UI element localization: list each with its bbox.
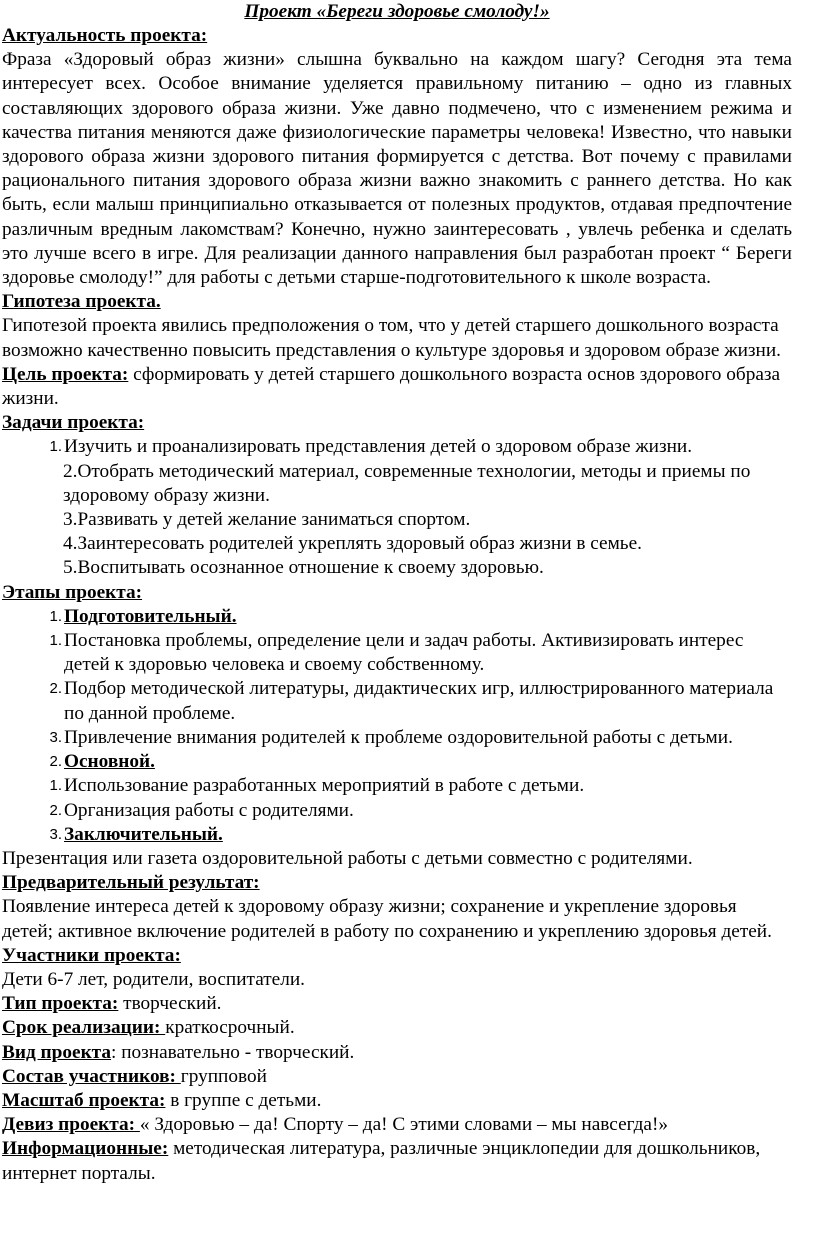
list-item xyxy=(2,435,792,459)
fact-line xyxy=(2,992,792,1016)
list-item xyxy=(2,556,792,580)
list-number: 1. xyxy=(49,438,62,456)
fact-line xyxy=(2,1041,792,1065)
list-item xyxy=(2,532,792,556)
list-number: 1. xyxy=(49,777,62,795)
fact-value: краткосрочный. xyxy=(165,1017,295,1039)
list-number: 2. xyxy=(49,801,62,819)
result-text: Появление интереса детей к здоровому образу жизни; сохранение и укрепление здоровья детей; активное включение родителей в работу по сохранению и укреплению здоровья детей. xyxy=(2,896,772,942)
list-item-text: 3.Развивать у детей желание заниматься спортом. xyxy=(63,509,471,531)
goal-text: сформировать у детей старшего дошкольного возраста основ здорового образа жизни. xyxy=(2,363,781,410)
list-number: 2. xyxy=(49,680,62,698)
fact-value: методическая литература, различные энциклопедии для дошкольников, интернет порталы. xyxy=(2,1138,761,1184)
fact-label: Масштаб проекта: xyxy=(2,1089,166,1111)
list-number: 3. xyxy=(49,728,62,746)
stages-list xyxy=(2,605,792,847)
goal-paragraph xyxy=(2,363,792,411)
list-item xyxy=(2,823,792,847)
fact-value: групповой xyxy=(180,1065,267,1087)
list-item-text: 4.Заинтересовать родителей укреплять здоровый образ жизни в семье. xyxy=(63,533,642,555)
participants-heading: Участники проекта: xyxy=(2,944,181,966)
fact-value: творческий. xyxy=(118,993,222,1015)
result-heading: Предварительный результат: xyxy=(2,872,260,894)
list-item-text: 2.Отобрать методический материал, современные технологии, методы и приемы по здоровому образу жизни. xyxy=(63,460,751,506)
list-item xyxy=(2,508,792,532)
list-item xyxy=(2,677,792,725)
list-item-text: Привлечение внимания родителей к проблеме оздоровительной работы с детьми. xyxy=(64,726,733,748)
list-item-text: 5.Воспитывать осознанное отношение к своему здоровью. xyxy=(63,557,544,579)
hypothesis-text: Гипотезой проекта явились предположения о том, что у детей старшего дошкольного возраста возможно качественно повысить представления о культуре здоровья и здоровом образе жизни. xyxy=(2,315,781,361)
list-number: 1. xyxy=(49,632,62,650)
relevance-text: Фраза «Здоровый образ жизни» слышна буквально на каждом шагу? Сегодня эта тема интересует всех. Особое внимание уделяется правильному питанию – одно из главных составляющих здорового образа жизни. Уже давно подмечено, что с изменением режима и качества питания меняются даже физиологические параметры человека! Известно, что навыки здорового образа жизни здорового питания формируется с детства. Вот почему с правилами рационального питания здорового образа жизни важно знакомить с раннего детства. Но как быть, если малыш принципиально отказывается от полезных продуктов, отдавая предпочтение различным вредным лакомствам? Конечно, нужно заинтересовать , увлечь ребенка и сделать это лучше всего в игре. Для реализации данного направления был разработан проект “ Береги здоровье смолоду!” для работы с детьми старше-подготовительного к школе возраста. xyxy=(2,49,792,289)
fact-label: Срок реализации: xyxy=(2,1017,166,1039)
stages-heading: Этапы проекта: xyxy=(2,581,143,603)
fact-line xyxy=(2,1089,792,1113)
list-number: 1. xyxy=(49,607,62,625)
stage-title: Заключительный. xyxy=(64,823,223,845)
list-item xyxy=(2,750,792,774)
list-item xyxy=(2,774,792,798)
fact-label: Информационные: xyxy=(2,1138,169,1160)
list-item-text: Изучить и проанализировать представления детей о здоровом образе жизни. xyxy=(64,436,693,458)
fact-line xyxy=(2,1137,792,1185)
hypothesis-heading: Гипотеза проекта. xyxy=(2,291,161,313)
stage-title: Подготовительный. xyxy=(64,605,237,627)
fact-value: « Здоровью – да! Спорту – да! С этими словами – мы навсегда!» xyxy=(139,1114,669,1136)
list-item xyxy=(2,605,792,629)
fact-line xyxy=(2,1065,792,1089)
list-item xyxy=(2,629,792,677)
fact-label: Вид проекта xyxy=(2,1041,112,1063)
participants-text: Дети 6-7 лет, родители, воспитатели. xyxy=(2,968,306,990)
list-item xyxy=(2,799,792,823)
document-page xyxy=(2,0,792,1186)
tasks-list xyxy=(2,435,792,580)
list-item-text: Использование разработанных мероприятий в работе с детьми. xyxy=(64,775,585,797)
tasks-heading: Задачи проекта: xyxy=(2,412,145,434)
stage-title: Основной. xyxy=(64,751,155,773)
list-number: 3. xyxy=(49,825,62,843)
list-item-text: Постановка проблемы, определение цели и задач работы. Активизировать интерес детей к здоровью человека и своему собственному. xyxy=(64,630,744,676)
document-title: Проект «Береги здоровье смолоду!» xyxy=(244,1,550,22)
list-number: 2. xyxy=(49,753,62,771)
list-item xyxy=(2,460,792,508)
goal-heading: Цель проекта: xyxy=(2,363,129,385)
fact-line xyxy=(2,1113,792,1137)
list-item xyxy=(2,726,792,750)
fact-label: Тип проекта: xyxy=(2,993,119,1015)
stages-after-text: Презентация или газета оздоровительной работы с детьми совместно с родителями. xyxy=(2,847,693,869)
fact-label: Девиз проекта: xyxy=(2,1114,140,1136)
fact-value: : познавательно - творческий. xyxy=(111,1041,355,1063)
fact-label: Состав участников: xyxy=(2,1065,181,1087)
relevance-heading: Актуальность проекта: xyxy=(2,25,208,46)
fact-line xyxy=(2,1016,792,1040)
fact-value: в группе с детьми. xyxy=(165,1089,322,1111)
list-item-text: Подбор методической литературы, дидактических игр, иллюстрированного материала по данной проблеме. xyxy=(64,678,774,724)
list-item-text: Организация работы с родителями. xyxy=(64,799,354,821)
